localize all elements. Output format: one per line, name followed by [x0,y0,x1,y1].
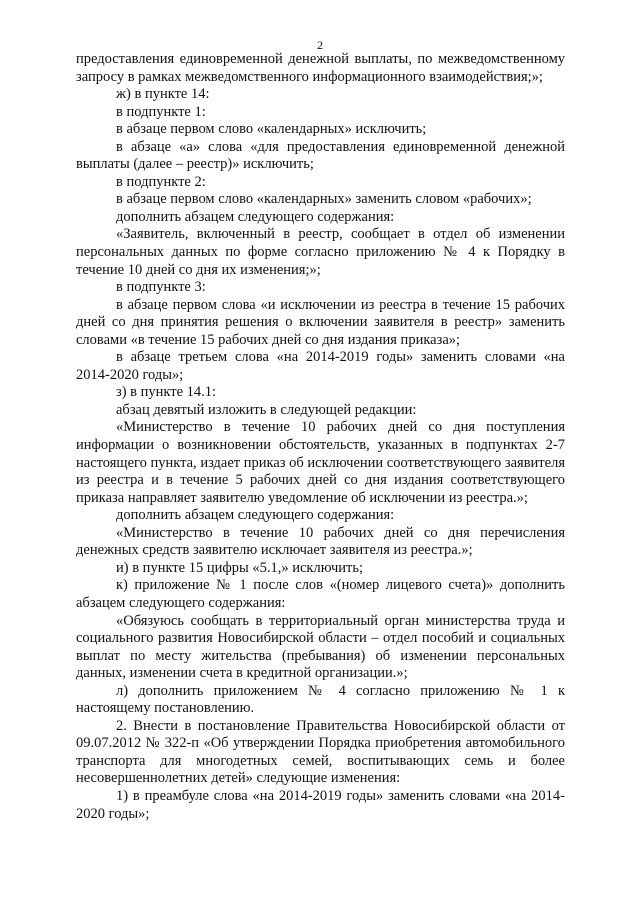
paragraph: «Министерство в течение 10 рабочих дней со дня перечисления денежных средств заявителю исключает заявителя из реестра.»; [76,524,565,559]
paragraph: в абзаце «а» слова «для предоставления единовременной денежной выплаты (далее – реестр)» исключить; [76,138,565,173]
paragraph: «Обязуюсь сообщать в территориальный орган министерства труда и социального развития Новосибирской области – отдел пособий и социальных выплат по месту жительства (пребывания) об изменении персональных данных, изменении счета в кредитной организации.»; [76,612,565,682]
paragraph: 1) в преамбуле слова «на 2014-2019 годы» заменить словами «на 2014-2020 годы»; [76,787,565,822]
paragraph: «Заявитель, включенный в реестр, сообщает в отдел об изменении персональных данных по форме согласно приложению № 4 к Порядку в течение 10 дней со дня их изменения;»; [76,226,565,278]
page-number: 2 [317,38,323,52]
paragraph: в абзаце первом слово «календарных» исключить; [116,121,427,138]
paragraph: дополнить абзацем следующего содержания: [116,208,395,225]
paragraph: в подпункте 2: [116,173,206,190]
paragraph: з) в пункте 14.1: [116,384,217,401]
paragraph: в абзаце первом слово «календарных» заменить словом «рабочих»; [116,191,532,208]
paragraph: предоставления единовременной денежной выплаты, по межведомственному запросу в рамках межведомственного информационного взаимодействия;»; [76,51,565,85]
paragraph: в подпункте 3: [116,279,206,296]
paragraph: и) в пункте 15 цифры «5.1,» исключить; [116,559,364,576]
paragraph: к) приложение № 1 после слов «(номер лицевого счета)» дополнить абзацем следующего содержания: [76,577,565,611]
paragraph: л) дополнить приложением № 4 согласно приложению № 1 к настоящему постановлению. [76,682,565,717]
paragraph: в подпункте 1: [116,103,206,120]
document-body [76,51,565,823]
paragraph: в абзаце третьем слова «на 2014-2019 годы» заменить словами «на 2014-2020 годы»; [76,349,565,383]
paragraph: абзац девятый изложить в следующей редакции: [116,401,417,418]
paragraph: в абзаце первом слова «и исключении из реестра в течение 15 рабочих дней со дня принятия решения о включении заявителя в реестр» заменить словами «в течение 15 рабочих дней со дня издания приказа»; [76,296,565,348]
paragraph: «Министерство в течение 10 рабочих дней со дня поступления информации о возникновении обстоятельств, указанных в подпунктах 2-7 настоящего пункта, издает приказ об исключении соответствующего заявителя из реестра и в течение 5 рабочих дней со дня издания соответствующего приказа направляет заявителю уведомление об исключении из реестра.»; [76,419,565,506]
paragraph: ж) в пункте 14: [116,86,210,103]
paragraph: дополнить абзацем следующего содержания: [116,507,395,524]
paragraph: 2. Внести в постановление Правительства Новосибирской области от 09.07.2012 № 322-п «Об утверждении Порядка приобретения автомобильного транспорта для многодетных семей, воспитывающих семь и более несовершеннолетних детей» следующие изменения: [76,717,565,787]
